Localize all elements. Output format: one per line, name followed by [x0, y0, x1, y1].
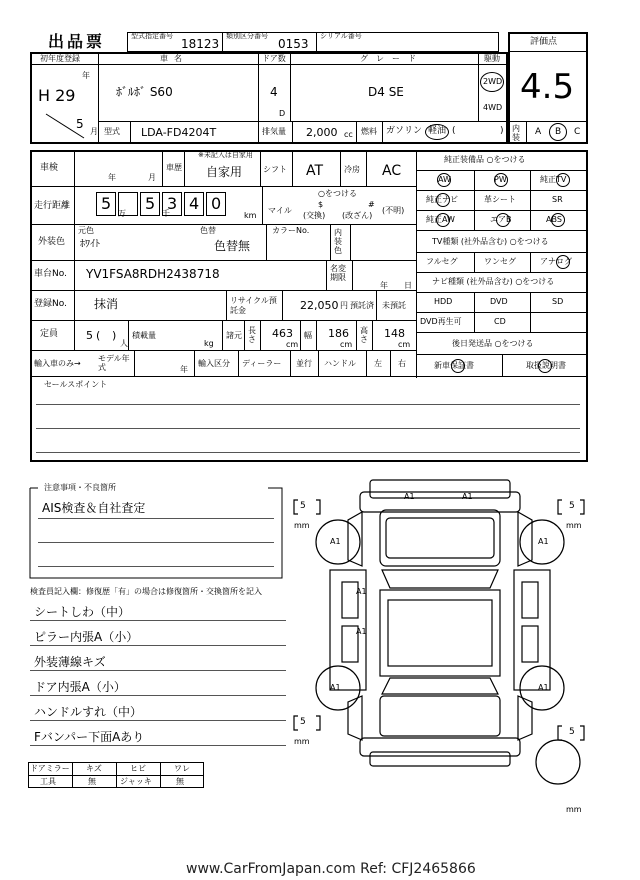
- registration: 抹消: [94, 297, 119, 311]
- handle-right: 右: [398, 359, 406, 368]
- dims-label: 諸元: [226, 331, 242, 340]
- recycle-unpaid: 未預託: [382, 301, 406, 310]
- diagram-mark-wheel-rl: A1: [330, 683, 341, 692]
- tv-title: TV種類 (社外品含む) ○をつける: [432, 237, 549, 246]
- width-unit: cm: [340, 340, 353, 349]
- first-reg-year-unit: 年: [82, 71, 90, 80]
- tire-depth-rl: 5: [300, 717, 306, 727]
- drive-4wd: 4WD: [483, 103, 503, 112]
- legend-header-mirror: ドアミラー: [30, 764, 70, 773]
- color-change: 色替無: [214, 239, 251, 253]
- caution-line-1: AIS検査＆自社査定: [42, 501, 146, 515]
- diagram-mark-front-2: A1: [462, 492, 473, 501]
- watermark: www.CarFromJapan.com Ref: CFJ2465866: [186, 861, 476, 877]
- equip-tv: 純正TV: [540, 175, 567, 184]
- tv-analog: アナログ: [540, 257, 572, 266]
- displacement: 2,000: [306, 126, 338, 139]
- tire-depth-rr-unit: mm: [566, 805, 582, 814]
- color-no-label: カラーNo.: [272, 226, 310, 235]
- import-dealer: ディーラー: [242, 359, 282, 368]
- caution-label: 注意事項・不良箇所: [44, 483, 116, 492]
- diagram-mark-door-2: A1: [356, 627, 367, 636]
- mileage-digit-5: 0: [211, 194, 222, 213]
- mileage-unit-man: 万: [118, 209, 126, 218]
- tv-oneseg: ワンセグ: [484, 257, 516, 266]
- height: 148: [384, 327, 405, 340]
- diagram-mark-wheel-fl: A1: [330, 537, 341, 546]
- load-unit: kg: [204, 339, 214, 348]
- slash-icon: [44, 112, 88, 140]
- inspector-line-4: ドア内張A（小）: [34, 680, 126, 694]
- displacement-unit: cc: [344, 130, 353, 139]
- model-year-label: モデル年式: [98, 354, 130, 372]
- inspector-label: 検査員記入欄：修復歴「有」の場合は修復箇所・交換箇所を記入: [30, 587, 262, 596]
- equip-genuine-aw: 純正AW: [426, 215, 455, 224]
- inspector-line-5: ハンドルすれ（中）: [34, 705, 143, 719]
- capacity-unit: 人: [120, 339, 128, 348]
- score-value: 4.5: [520, 67, 575, 107]
- mile-exchange-mark: $: [318, 200, 324, 209]
- width: 186: [328, 327, 349, 340]
- mile-exchange: (交換): [303, 211, 326, 220]
- diagram-mark-front-1: A1: [404, 492, 415, 501]
- mileage-digit-3: 3: [167, 194, 178, 213]
- equip-sr: SR: [552, 195, 563, 204]
- interior-b: B: [555, 127, 562, 137]
- car-damage-diagram: [290, 470, 600, 810]
- sheet-title: 出品票: [48, 32, 106, 51]
- mile-unknown: (不明): [382, 206, 405, 215]
- tire-depth-fr-unit: mm: [566, 521, 582, 530]
- tire-depth-rl-unit: mm: [294, 737, 310, 746]
- ac: AC: [382, 163, 402, 179]
- first-reg-month-unit: 月: [90, 127, 98, 136]
- first-reg-era: H 29: [38, 86, 76, 105]
- docs-title: 後日発送品 ○をつける: [452, 339, 534, 348]
- tire-depth-fl-unit: mm: [294, 521, 310, 530]
- length-unit: cm: [286, 340, 299, 349]
- tire-depth-rr: 5: [569, 727, 575, 737]
- legend-jack-value: 無: [176, 777, 184, 786]
- ac-label: 冷房: [344, 165, 360, 174]
- fuel-label: 燃料: [361, 127, 377, 136]
- model-label: 型式: [104, 127, 120, 136]
- diagram-mark-door-1: A1: [356, 587, 367, 596]
- car-name: ﾎﾞﾙﾎﾞ S60: [116, 85, 173, 99]
- color-label: 外装色: [38, 237, 66, 247]
- mileage-digit-4: 4: [189, 194, 200, 213]
- capacity: 5: [86, 329, 93, 342]
- recycle-paid: 預託済: [350, 301, 374, 310]
- mileage-unit-km: km: [244, 211, 257, 220]
- fuel-other-open: (: [452, 126, 456, 136]
- name-change-year: 年: [380, 281, 388, 290]
- mileage-label: 走行距離: [34, 201, 71, 211]
- chassis-number: YV1FSA8RDH2438718: [86, 267, 220, 281]
- import-label: 輸入車のみ→: [34, 359, 81, 368]
- handle-label: ハンドル: [324, 359, 356, 368]
- inspector-line-2: ピラー内張A（小）: [34, 630, 139, 644]
- legend-tools: 工具: [40, 777, 56, 786]
- equip-abs: ABS: [546, 215, 562, 224]
- mileage-digit-2: 5: [145, 194, 156, 213]
- docs-warranty: 新車保証書: [434, 361, 474, 370]
- class-number-label: 類別区分番号: [226, 32, 268, 40]
- mileage-digit-1: 5: [101, 194, 112, 213]
- shaken-label: 車検: [40, 163, 59, 173]
- mile: マイル: [268, 206, 292, 215]
- color-change-label: 色替: [200, 226, 216, 235]
- mile-tamper-mark: #: [368, 200, 375, 209]
- drive-2wd-circle: [480, 72, 504, 92]
- handle-left: 左: [374, 359, 382, 368]
- sales-point-label: セールスポイント: [44, 380, 108, 389]
- legend-jack: ジャッキ: [120, 777, 152, 786]
- tire-depth-fl: 5: [300, 501, 306, 511]
- legend-header-scratch: キズ: [86, 764, 102, 773]
- color-original: ﾎﾜｲﾄ: [80, 239, 100, 250]
- equip-pw: PW: [494, 175, 507, 184]
- usage-label: 車歴: [166, 163, 182, 172]
- interior-b-circle: [549, 123, 567, 141]
- color-original-label: 元色: [78, 226, 94, 235]
- capacity-paren-close: ): [112, 329, 117, 342]
- recycle-label: リサイクル預託金: [230, 296, 277, 315]
- first-reg-month: 5: [76, 117, 84, 131]
- interior-c: C: [574, 127, 581, 137]
- length: 463: [272, 327, 293, 340]
- navi-dvd: DVD: [490, 297, 508, 306]
- registration-label: 登録No.: [34, 299, 67, 309]
- navi-hdd: HDD: [434, 297, 453, 306]
- load-label: 積載量: [132, 331, 156, 340]
- width-label: 幅: [304, 331, 312, 340]
- shaken-year-unit: 年: [108, 173, 116, 182]
- model: LDA-FD4204T: [141, 126, 217, 139]
- legend-header-crack: ヒビ: [130, 764, 146, 773]
- fuel-other-close: ): [500, 126, 504, 136]
- doors-label: ドア数: [262, 54, 286, 63]
- first-reg-label: 初年度登録: [40, 54, 80, 63]
- doors-type: D: [279, 109, 286, 118]
- docs-manual: 取扱説明書: [526, 361, 566, 370]
- mileage-unit-sen: 千: [162, 209, 170, 218]
- drive-2wd: 2WD: [483, 77, 503, 86]
- drive-label: 駆動: [484, 54, 500, 63]
- grade-label: グレード: [360, 54, 424, 63]
- mile-tamper: (改ざん): [342, 211, 373, 220]
- recycle-amount: 22,050: [300, 299, 339, 312]
- class-number: 0153: [278, 37, 309, 51]
- chassis-label: 車台No.: [34, 269, 67, 279]
- navi-sd: SD: [552, 297, 564, 306]
- shaken-month-unit: 月: [148, 173, 156, 182]
- legend-tools-value: 無: [88, 777, 96, 786]
- inspector-line-6: Fバンパー下面Aあり: [34, 730, 145, 744]
- height-label: 高さ: [360, 326, 368, 344]
- equip-aw: AW: [438, 175, 451, 184]
- displacement-label: 排気量: [262, 127, 286, 136]
- interior-a: A: [535, 127, 542, 137]
- serial-label: シリアル番号: [320, 32, 362, 40]
- fuel-diesel-circle: [425, 124, 449, 140]
- name-change-day: 日: [404, 281, 412, 290]
- grade: D4 SE: [368, 85, 404, 99]
- name-change-label: 名変期限: [330, 264, 346, 282]
- tire-depth-fr: 5: [569, 501, 575, 511]
- model-number-label: 型式指定番号: [131, 32, 173, 40]
- equipment-title: 純正装備品 ○をつける: [444, 155, 526, 164]
- import-parallel: 並行: [296, 359, 312, 368]
- tv-fullseg: フルセグ: [426, 257, 458, 266]
- diagram-mark-wheel-rr: A1: [538, 683, 549, 692]
- inspector-line-1: シートしわ（中）: [34, 605, 131, 619]
- car-name-label: 車名: [160, 54, 188, 63]
- score-label: 評価点: [530, 37, 558, 47]
- usage-note: ※未記入は自家用: [198, 151, 253, 159]
- interior-color-label: 内装色: [334, 228, 342, 255]
- shift: AT: [306, 163, 324, 179]
- import-type-label: 輸入区分: [198, 359, 230, 368]
- navi-cd: CD: [494, 317, 506, 326]
- capacity-label: 定員: [40, 329, 59, 339]
- inspector-line-3: 外装薄線キズ: [34, 655, 106, 669]
- doors-count: 4: [270, 85, 278, 99]
- fuel-gas: ガソリン: [386, 126, 423, 136]
- navi-dvd-play: DVD再生可: [420, 317, 462, 326]
- length-label: 長さ: [248, 326, 256, 344]
- mile-note: ○をつける: [318, 189, 357, 198]
- navi-title: ナビ種類 (社外品含む) ○をつける: [432, 277, 555, 286]
- interior-label: 内装: [512, 124, 520, 142]
- usage: 自家用: [206, 165, 243, 179]
- capacity-paren: (: [96, 329, 101, 342]
- model-year-unit: 年: [180, 365, 188, 374]
- equip-navi: 純正ナビ: [426, 195, 458, 204]
- diagram-mark-wheel-fr: A1: [538, 537, 549, 546]
- equip-leather: 革シート: [484, 195, 516, 204]
- equip-airbag: エアB: [490, 215, 512, 224]
- fuel-diesel: 軽油: [428, 126, 447, 136]
- recycle-unit: 円: [340, 301, 348, 310]
- height-unit: cm: [398, 340, 411, 349]
- legend-header-break: ワレ: [174, 764, 190, 773]
- shift-label: シフト: [263, 165, 287, 174]
- model-number: 18123: [181, 37, 220, 51]
